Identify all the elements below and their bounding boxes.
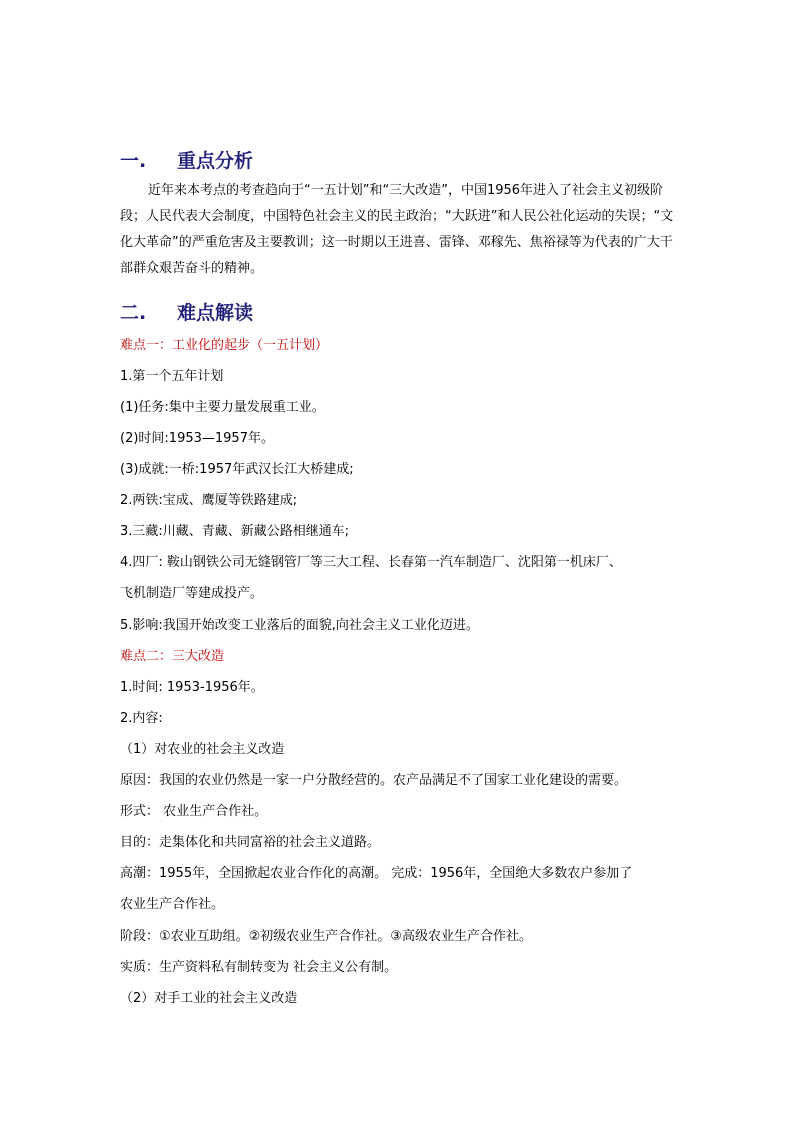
text-line: （1）对农业的社会主义改造 — [120, 742, 285, 757]
section-title: 重点分析 — [177, 150, 254, 172]
difficulty-two-title: 难点二：三大改造 — [120, 649, 225, 664]
text-line: 2.两铁:宝成、鹰厦等铁路建成; — [120, 493, 298, 508]
text-line: 农业生产合作社。 — [120, 897, 225, 912]
section-heading-key-analysis — [120, 146, 253, 173]
text-line: 实质：生产资料私有制转变为 社会主义公有制。 — [120, 960, 398, 975]
section-number: 二. — [120, 302, 147, 324]
text-line: (1)任务:集中主要力量发展重工业。 — [120, 400, 325, 415]
text-line: 目的：走集体化和共同富裕的社会主义道路。 — [120, 835, 381, 850]
difficulty-one-title: 难点一：工业化的起步（一五计划） — [120, 338, 329, 353]
text-line: 5.影响:我国开始改变工业落后的面貌,向社会主义工业化迈进。 — [120, 618, 479, 633]
section-title: 难点解读 — [177, 302, 254, 324]
text-line: 飞机制造厂等建成投产。 — [120, 586, 264, 601]
text-line: 阶段：①农业互助组。②初级农业生产合作社。③高级农业生产合作社。 — [120, 929, 532, 944]
text-line: 3.三藏:川藏、青藏、新藏公路相继通车; — [120, 524, 350, 539]
text-line: 1.时间: 1953-1956年。 — [120, 680, 264, 695]
text-line: 形式： 农业生产合作社。 — [120, 804, 268, 819]
text-line: 1.第一个五年计划 — [120, 369, 224, 384]
text-line: （2）对手工业的社会主义改造 — [120, 991, 298, 1006]
key-analysis-paragraph: 近年来本考点的考查趋向于“一五计划”和“三大改造”，中国1956年进入了社会主义初级阶段；人民代表大会制度，中国特色社会主义的民主政治；“大跃进”和人民公社化运动的失误；“文化大革命”的严重危害及主要教训；这一时期以王进喜、雷锋、邓稼先、焦裕禄等为代表的广大干部群众艰苦奋斗的精神。 — [120, 183, 674, 276]
text-line: 4.四厂: 鞍山钢铁公司无缝钢管厂等三大工程、长春第一汽车制造厂、沈阳第一机床厂、 — [120, 555, 622, 570]
text-line: 2.内容: — [120, 711, 163, 726]
text-line: (2)时间:1953—1957年。 — [120, 431, 274, 446]
text-line: 原因：我国的农业仍然是一家一户分散经营的。农产品满足不了国家工业化建设的需要。 — [120, 773, 628, 788]
section-number: 一. — [120, 150, 147, 172]
text-line: (3)成就:一桥:1957年武汉长江大桥建成; — [120, 462, 354, 477]
text-line: 高潮：1955年，全国掀起农业合作化的高潮。 完成：1956年，全国绝大多数农户参加了 — [120, 866, 633, 881]
section-heading-difficulty-interpretation — [120, 298, 253, 325]
